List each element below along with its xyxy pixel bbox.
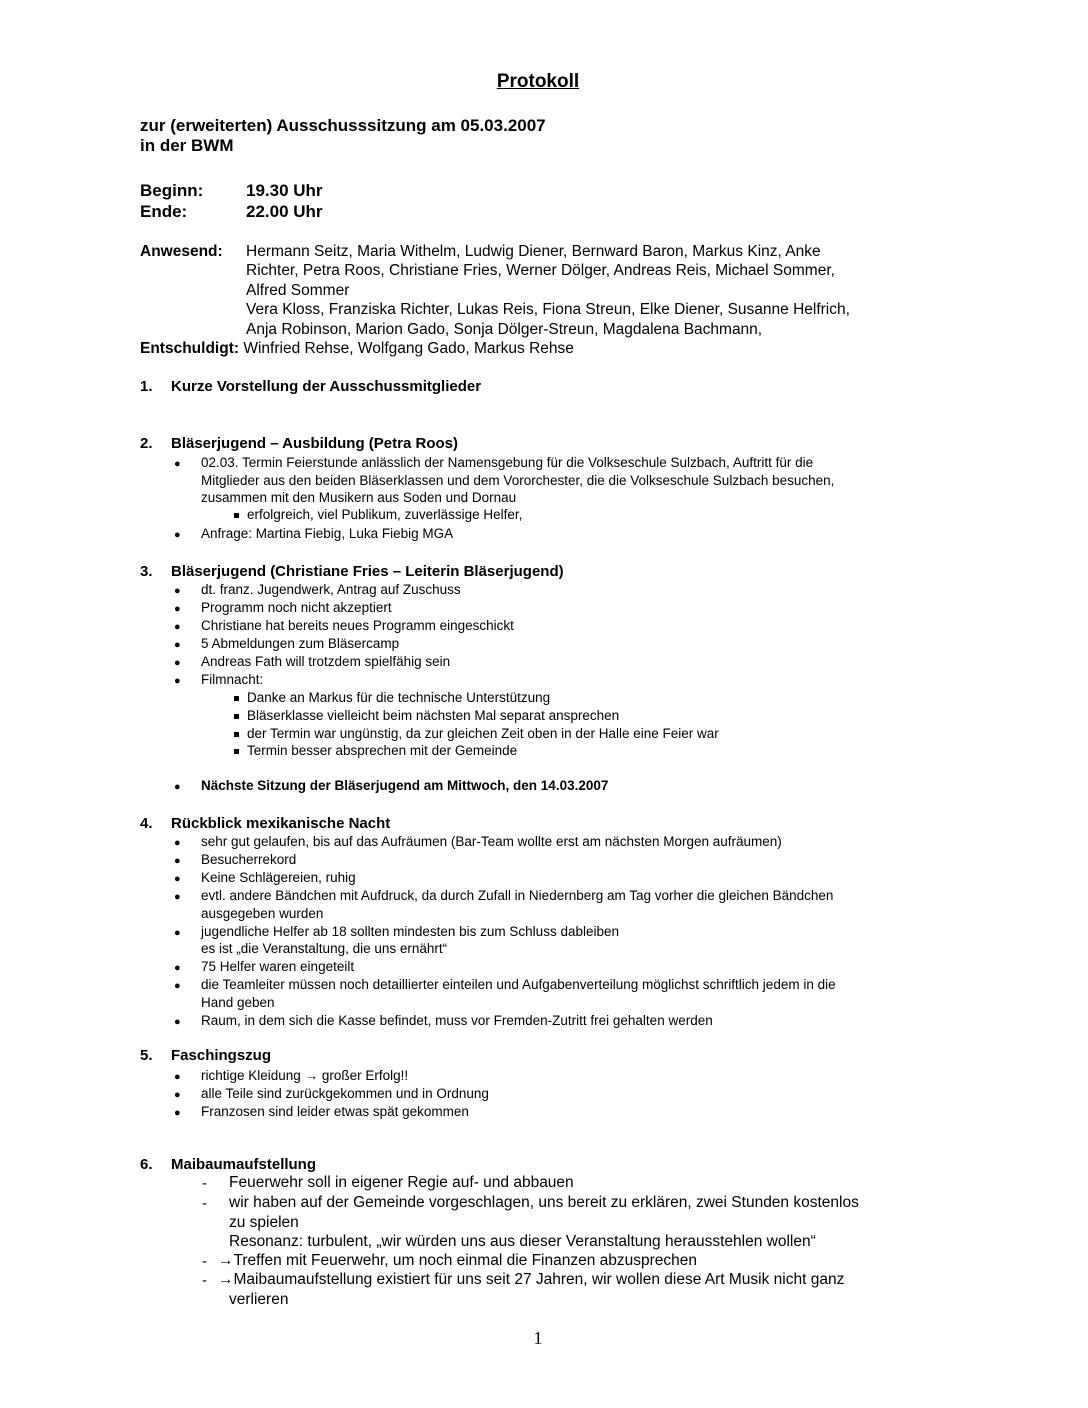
bullet-icon: ●	[174, 603, 181, 615]
section-number: 2.	[140, 435, 153, 452]
square-bullet-icon	[234, 749, 239, 754]
excused-label: Entschuldigt	[140, 340, 234, 357]
dash-bullet-icon: -	[202, 1195, 207, 1212]
excused-value: Winfried Rehse, Wolfgang Gado, Markus Rehse	[243, 340, 574, 357]
list-item: alle Teile sind zurückgekommen und in Ordnung	[201, 1086, 489, 1101]
section-heading	[140, 378, 740, 398]
list-item: Programm noch nicht akzeptiert	[201, 600, 392, 615]
bullet-icon: ●	[174, 1107, 181, 1119]
section-title: Kurze Vorstellung der Ausschussmitglieder	[171, 378, 482, 395]
section-title: Maibaumaufstellung	[171, 1156, 317, 1173]
document-title: Protokoll	[496, 71, 580, 92]
bullet-icon: ●	[174, 585, 181, 597]
bullet-icon: ●	[174, 891, 181, 903]
list-item: die Teamleiter müssen noch detaillierter einteilen und Aufgabenverteilung möglichst schriftlich jedem in die	[201, 977, 836, 992]
subtitle-line-2: in der BWM	[140, 136, 234, 155]
list-item: der Termin war ungünstig, da zur gleichen Zeit oben in der Halle eine Feier war	[247, 726, 719, 741]
present-line: Vera Kloss, Franziska Richter, Lukas Reis, Fiona Streun, Elke Diener, Susanne Helfrich,	[246, 301, 850, 318]
list-item: erfolgreich, viel Publikum, zuverlässige Helfer,	[247, 507, 523, 522]
bullet-icon: ●	[174, 529, 181, 541]
list-item: Andreas Fath will trotzdem spielfähig sein	[201, 654, 451, 669]
section-title: Rückblick mexikanische Nacht	[171, 815, 391, 832]
list-item: zu spielen	[229, 1214, 299, 1231]
bullet-icon: ●	[174, 781, 181, 793]
section-number: 5.	[140, 1047, 153, 1064]
list-item: Feuerwehr soll in eigener Regie auf- und abbauen	[229, 1174, 574, 1191]
dash-bullet-icon: -	[202, 1272, 207, 1289]
list-item: 02.03. Termin Feierstunde anlässlich der Namensgebung für die Volkseschule Sulzbach, Auftritt für die	[201, 455, 814, 470]
list-item: es ist „die Veranstaltung, die uns ernährt“	[201, 941, 448, 956]
list-item: Franzosen sind leider etwas spät gekommen	[201, 1104, 469, 1119]
bullet-icon: ●	[174, 675, 181, 687]
begin-value: 19.30 Uhr	[246, 181, 323, 200]
dash-bullet-icon: -	[202, 1175, 207, 1192]
excused-row: Entschuldigt: Winfried Rehse, Wolfgang Gado, Markus Rehse	[140, 340, 574, 357]
bullet-icon: ●	[174, 980, 181, 992]
list-item: Raum, in dem sich die Kasse befindet, muss vor Fremden-Zutritt frei gehalten werden	[201, 1013, 713, 1028]
section-title: Bläserjugend – Ausbildung (Petra Roos)	[171, 435, 458, 452]
section-title: Bläserjugend (Christiane Fries – Leiterin Bläserjugend)	[171, 563, 564, 580]
list-item: richtige Kleidung → großer Erfolg!!	[201, 1068, 409, 1083]
list-item: Termin besser absprechen mit der Gemeinde	[247, 743, 518, 758]
section-heading	[140, 563, 740, 583]
list-item: Danke an Markus für die technische Unterstützung	[247, 690, 551, 705]
list-item: Mitglieder aus den beiden Bläserklassen und dem Vororchester, die die Volkseschule Sulzbach besuchen,	[201, 473, 835, 488]
list-item: Filmnacht:	[201, 672, 264, 687]
section-number: 4.	[140, 815, 153, 832]
section-number: 6.	[140, 1156, 153, 1173]
bullet-icon: ●	[174, 639, 181, 651]
section-heading	[140, 435, 740, 455]
square-bullet-icon	[234, 696, 239, 701]
list-item: →Maibaumaufstellung existiert für uns seit 27 Jahren, wir wollen diese Art Musik nicht ganz	[218, 1271, 845, 1288]
list-item: wir haben auf der Gemeinde vorgeschlagen, uns bereit zu erklären, zwei Stunden kostenlos	[229, 1194, 859, 1211]
section-number: 3.	[140, 563, 153, 580]
square-bullet-icon	[234, 732, 239, 737]
section-number: 1.	[140, 378, 153, 395]
list-item: 75 Helfer waren eingeteilt	[201, 959, 355, 974]
list-item: 5 Abmeldungen zum Bläsercamp	[201, 636, 400, 651]
list-item: Nächste Sitzung der Bläserjugend am Mittwoch, den 14.03.2007	[201, 778, 609, 793]
list-item: Christiane hat bereits neues Programm eingeschickt	[201, 618, 514, 633]
present-line: Richter, Petra Roos, Christiane Fries, Werner Dölger, Andreas Reis, Michael Sommer,	[246, 262, 835, 279]
list-item: →Treffen mit Feuerwehr, um noch einmal die Finanzen abzusprechen	[218, 1252, 698, 1269]
list-item: sehr gut gelaufen, bis auf das Aufräumen (Bar-Team wollte erst am nächsten Morgen aufräumen)	[201, 834, 782, 849]
end-value: 22.00 Uhr	[246, 202, 323, 221]
present-line: Anja Robinson, Marion Gado, Sonja Dölger-Streun, Magdalena Bachmann,	[246, 321, 763, 338]
list-item: Anfrage: Martina Fiebig, Luka Fiebig MGA	[201, 526, 454, 541]
section-heading	[140, 1156, 740, 1176]
list-item: Hand geben	[201, 995, 275, 1010]
list-item: Resonanz: turbulent, „wir würden uns aus dieser Veranstaltung herausstehlen wollen“	[229, 1233, 816, 1250]
present-line: Hermann Seitz, Maria Withelm, Ludwig Diener, Bernward Baron, Markus Kinz, Anke	[246, 243, 821, 260]
list-item: Besucherrekord	[201, 852, 297, 867]
present-line: Alfred Sommer	[246, 282, 350, 299]
page-number: 1	[533, 1328, 543, 1348]
bullet-icon: ●	[174, 1089, 181, 1101]
list-item: Keine Schlägereien, ruhig	[201, 870, 356, 885]
square-bullet-icon	[234, 714, 239, 719]
list-item: jugendliche Helfer ab 18 sollten mindesten bis zum Schluss dableiben	[201, 924, 619, 939]
bullet-icon: ●	[174, 837, 181, 849]
section-title: Faschingszug	[171, 1047, 272, 1064]
bullet-icon: ●	[174, 873, 181, 885]
present-label-row: Anwesend:	[140, 243, 223, 260]
list-item: Bläserklasse vielleicht beim nächsten Mal separat ansprechen	[247, 708, 620, 723]
present-label: Anwesend	[140, 243, 218, 260]
section-heading	[140, 815, 740, 835]
bullet-icon: ●	[174, 1071, 181, 1083]
bullet-icon: ●	[174, 1016, 181, 1028]
bullet-icon: ●	[174, 458, 181, 470]
list-item: verlieren	[229, 1291, 289, 1308]
section-heading	[140, 1047, 740, 1067]
list-item: ausgegeben wurden	[201, 906, 324, 921]
list-item: zusammen mit den Musikern aus Soden und Dornau	[201, 490, 517, 505]
bullet-icon: ●	[174, 657, 181, 669]
list-item: evtl. andere Bändchen mit Aufdruck, da durch Zufall in Niedernberg am Tag vorher die gleichen Bändchen	[201, 888, 834, 903]
list-item: dt. franz. Jugendwerk, Antrag auf Zuschuss	[201, 582, 461, 597]
bullet-icon: ●	[174, 855, 181, 867]
bullet-icon: ●	[174, 621, 181, 633]
square-bullet-icon	[234, 513, 239, 518]
end-label: Ende:	[140, 202, 188, 221]
bullet-icon: ●	[174, 962, 181, 974]
bullet-icon: ●	[174, 927, 181, 939]
subtitle-line-1: zur (erweiterten) Ausschusssitzung am 05.03.2007	[140, 116, 546, 135]
dash-bullet-icon: -	[202, 1253, 207, 1270]
begin-label: Beginn:	[140, 181, 204, 200]
